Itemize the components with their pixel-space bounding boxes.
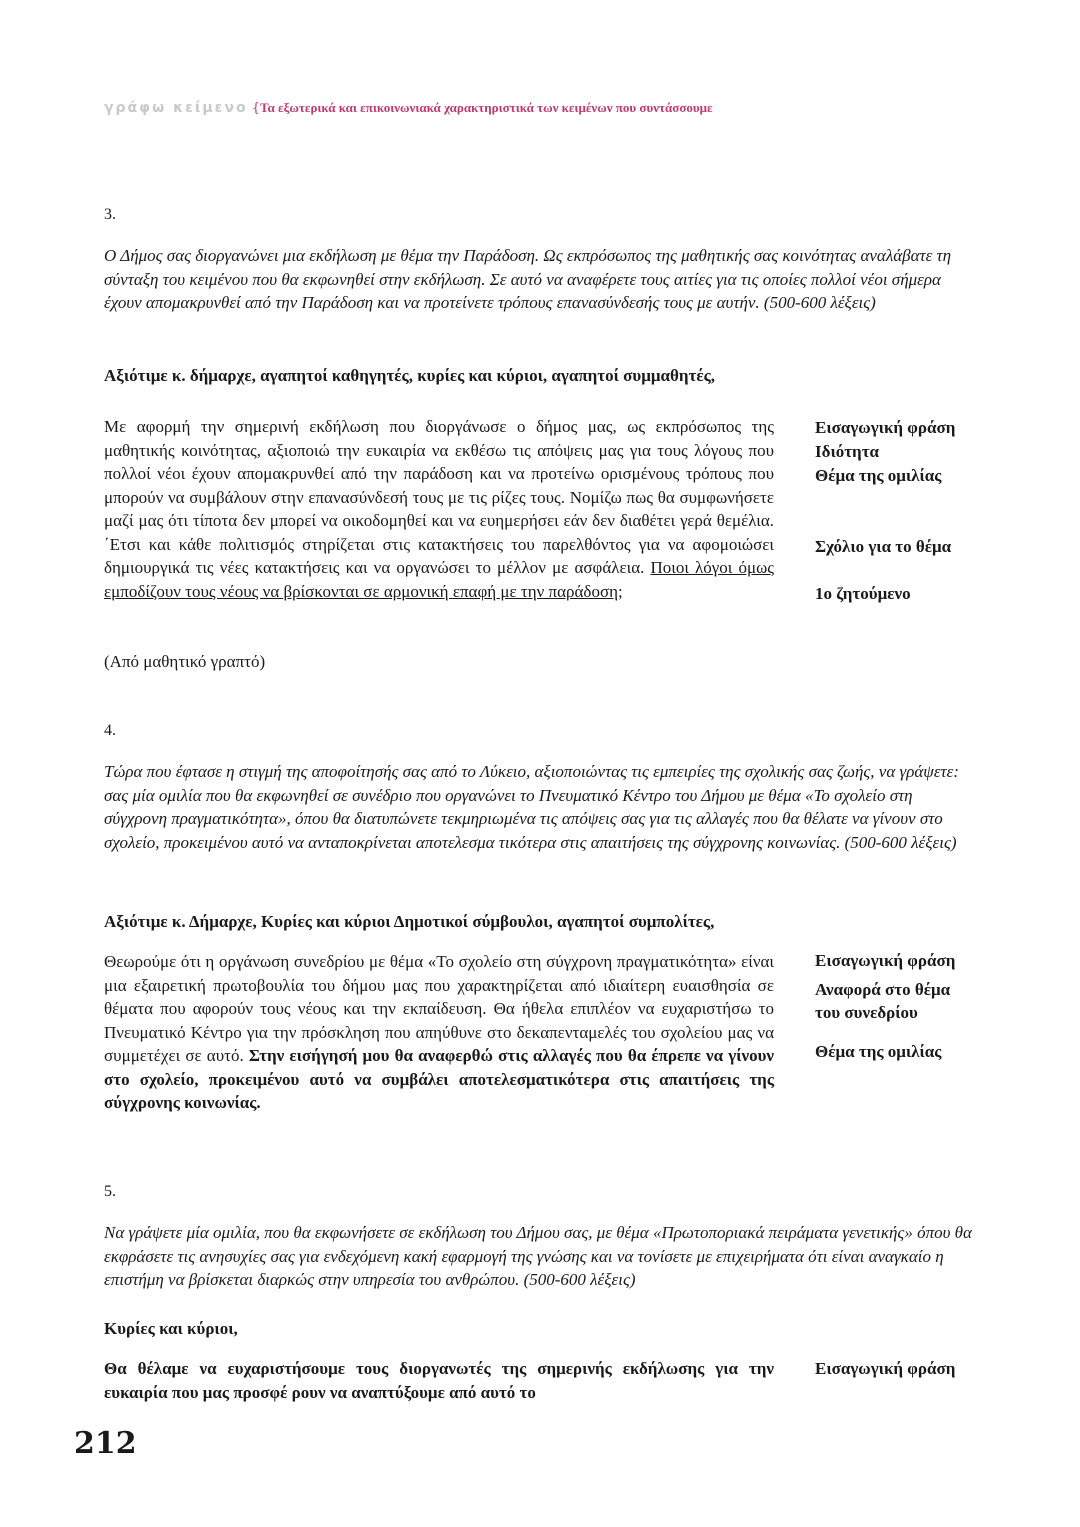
speech-body-5: Θα θέλαμε να ευχαριστήσουμε τους διοργανωτές της σημερινής εκδήλωσης για την ευκαιρία που μας προσφέ ρουν να αναπτύξουμε από αυτό το	[104, 1359, 774, 1402]
exercise-prompt-5: Να γράψετε μία ομιλία, που θα εκφωνήσετε σε εκδήλωση του Δήμου σας, με θέμα «Πρωτοποριακά πειράματα γενετικής» όπου θα εκφράσετε τις ανησυχίες σας για ενδεχόμενη κακή εφαρμογή της γνώσης και να τονίσετε με επιχειρήματα ότι είναι αναγκαίο η επιστήμη να βρίσκεται διαρκώς στην υπηρεσία του ανθρώπου. (500-600 λέξεις)	[104, 1223, 972, 1289]
header-brace: {	[251, 101, 261, 116]
exercise-prompt-4: Τώρα που έφτασε η στιγμή της αποφοίτησής σας από το Λύκειο, αξιοποιώντας τις εμπειρίες της σχολικής σας ζωής, να γράψετε: σας μία ομιλία που θα εκφωνηθεί σε συνέδριο που οργανώνει το Πνευματικό Κέντρο του Δήμου με θέμα «Το σχολείο στη σύγχρονη πραγματικότητα», όπου θα διατυπώνετε τεκμηριωμένα τις απόψεις σας για τις αλλαγές που θα θέλατε να γίνουν στο σχολείο, προκειμένου αυτό να ανταποκρίνεται αποτελεσμα τικότερα στις απαιτήσεις της σύγχρονης κοινωνίας. (500-600 λέξεις)	[104, 762, 959, 852]
margin-note: Ιδιότητα	[815, 442, 880, 461]
margin-note: Θέμα της ομιλίας	[815, 466, 942, 485]
exercise-number-5: 5.	[104, 1183, 116, 1200]
margin-note: Εισαγωγική φράση	[815, 1359, 956, 1378]
page-number: 212	[74, 1426, 137, 1461]
margin-note: 1ο ζητούμενο	[815, 584, 911, 603]
speech-body-3	[104, 415, 774, 603]
margin-note: Σχόλιο για το θέμα	[815, 537, 952, 556]
speech-body-3-question: Ποιοι λόγοι όμως εμποδίζουν τους νέους να βρίσκονται σε αρμονική επαφή με την παράδοση;	[104, 558, 774, 601]
margin-note: Εισαγωγική φράση	[815, 951, 956, 970]
running-header	[104, 100, 713, 116]
source-note: (Από μαθητικό γραπτό)	[104, 652, 266, 671]
margin-note: του συνεδρίου	[815, 1003, 918, 1022]
book-brand: γράφω κείμενο	[104, 100, 248, 116]
chapter-subtitle: Τα εξωτερικά και επικοινωνιακά χαρακτηριστικά των κειμένων που συντάσσουμε	[260, 100, 713, 115]
exercise-number-4: 4.	[104, 722, 116, 739]
speech-body-3-text: Με αφορμή την σημερινή εκδήλωση που διοργάνωσε ο δήμος μας, ως εκπρόσωπος της μαθητικής κοινότητας, αξιοποιώ την ευκαιρία να εκθέσω τις απόψεις μας για τους λόγους που πολλοί νέοι έχουν απομακρυνθεί από την παράδοση και να προτείνω ορισμένους τρόπους που μπορούν να συμβάλουν στην επανασύνδεσή τους με τις ρίζες τους. Νομίζω πως θα συμφωνήσετε μαζί μας ότι τίποτα δεν μπορεί να οικοδομηθεί και να ευημερήσει εάν δεν διαθέτει γερά θεμέλια. ΄Ετσι και κάθε πολιτισμός στηρίζεται στις κατακτήσεις του παρελθόντος για να αφομοιώσει δημιουργικά τις νέες κατακτήσεις και να οργανώσει το μέλλον με ασφάλεια.	[104, 417, 774, 577]
speech-greeting-5: Κυρίες και κύριοι,	[104, 1319, 238, 1338]
exercise-number-3: 3.	[104, 206, 116, 223]
margin-note: Θέμα της ομιλίας	[815, 1042, 942, 1061]
speech-body-4	[104, 950, 774, 1115]
exercise-prompt-3: Ο Δήμος σας διοργανώνει μια εκδήλωση με θέμα την Παράδοση. Ως εκπρόσωπος της μαθητικής σας κοινότητας αναλάβατε τη σύνταξη του κειμένου που θα εκφωνηθεί στην εκδήλωση. Σε αυτό να αναφέρετε τους αιτίες για τις οποίες πολλοί νέοι σήμερα έχουν απομακρυνθεί από την Παράδοση και να προτείνετε τρόπους επανασύνδεσής τους με αυτήν. (500-600 λέξεις)	[104, 246, 952, 312]
speech-greeting-3: Αξιότιμε κ. δήμαρχε, αγαπητοί καθηγητές, κυρίες και κύριοι, αγαπητοί συμμαθητές,	[104, 366, 716, 385]
speech-body-4-text: Θεωρούμε ότι η οργάνωση συνεδρίου με θέμα «Το σχολείο στη σύγχρονη πραγματικότητα» είναι μια εξαιρετική πρωτοβουλία του δήμου μας που χαρακτηρίζεται από ιδιαίτερη ευαισθησία σε θέματα που αφορούν τους νέους και την εκπαίδευση. Θα ήθελα επιπλέον να ευχαριστήσω το Πνευματικό Κέντρο για την πρόσκληση που απηύθυνε στο δεκαπενταμελές του σχολείου μας να συμμετέχει σε αυτό.	[104, 952, 774, 1065]
margin-note: Αναφορά στο θέμα	[815, 980, 951, 999]
speech-greeting-4: Αξιότιμε κ. Δήμαρχε, Κυρίες και κύριοι Δημοτικοί σύμβουλοι, αγαπητοί συμπολίτες,	[104, 912, 715, 931]
speech-body-4-thesis: Στην εισήγησή μου θα αναφερθώ στις αλλαγές που θα έπρεπε να γίνουν στο σχολείο, προκειμένου αυτό να συμβάλει αποτελεσματικότερα στις απαιτήσεις της σύγχρονης κοινωνίας.	[104, 1046, 774, 1112]
margin-note: Εισαγωγική φράση	[815, 418, 956, 437]
